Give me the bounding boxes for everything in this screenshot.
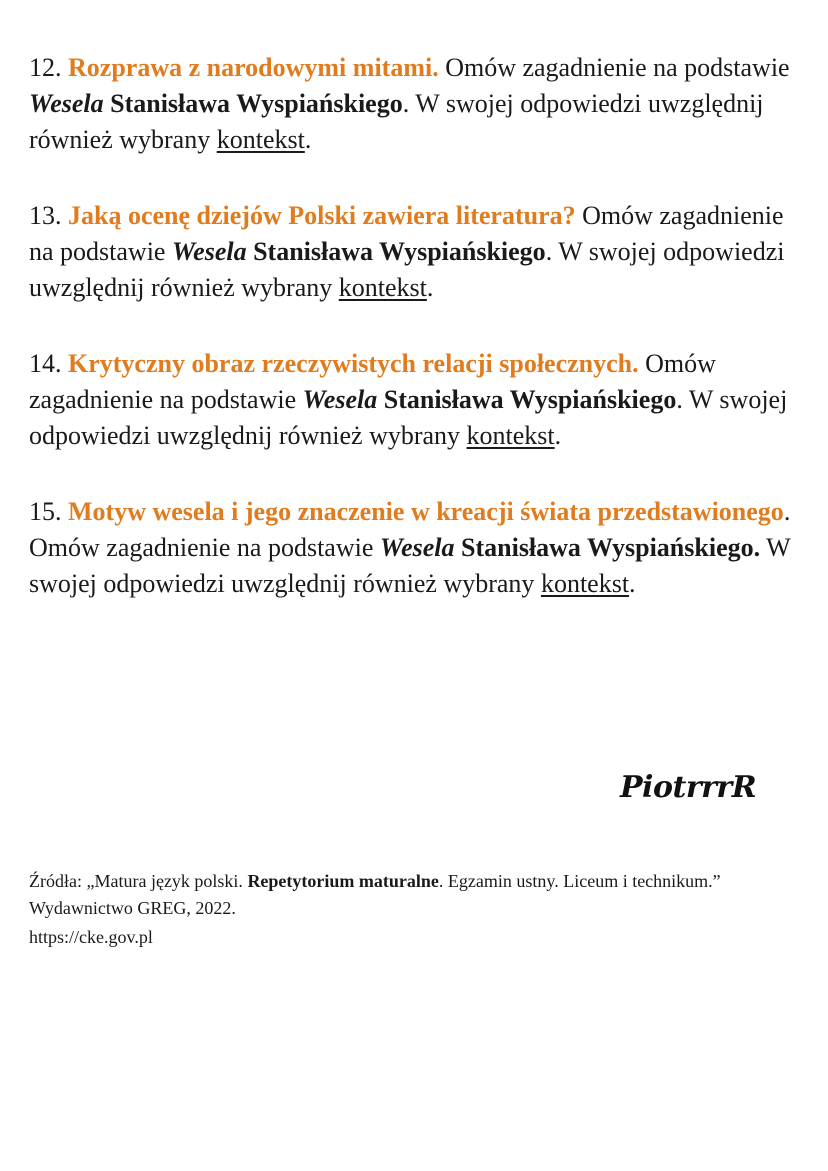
question-text: . W swojej odpowiedzi uwzględnij również wybrany — [29, 237, 785, 302]
sources-suffix: . Egzamin ustny. Liceum i technikum.” Wydawnictwo GREG, 2022. — [29, 871, 721, 918]
author-name: Stanisława Wyspiańskiego — [377, 385, 677, 414]
question-end: . — [629, 569, 636, 598]
questions-list — [29, 50, 799, 642]
question-number: 13. — [29, 201, 62, 230]
author-signature: PiotrrrR — [620, 770, 757, 805]
question-topic: Jaką ocenę dziejów Polski zawiera literatura? — [68, 201, 576, 230]
question-text: Omów zagadnienie na podstawie — [29, 201, 784, 266]
question-topic: Rozprawa z narodowymi mitami. — [68, 53, 439, 82]
context-link: kontekst — [540, 569, 630, 598]
context-link: kontekst — [338, 273, 427, 302]
question-12 — [29, 50, 799, 158]
work-title: Wesela — [379, 533, 455, 562]
question-number: 12. — [29, 53, 62, 82]
question-end: . — [554, 421, 562, 450]
question-14 — [29, 346, 799, 454]
question-text: W swojej odpowiedzi uwzględnij również wybrany — [29, 533, 791, 598]
context-link: kontekst — [216, 125, 305, 154]
context-link: kontekst — [466, 421, 555, 450]
work-title: Wesela — [29, 89, 104, 118]
question-topic: Motyw wesela i jego znaczenie w kreacji świata przedstawionego — [68, 497, 784, 526]
question-13 — [29, 198, 799, 306]
sources-bold-title: Repetytorium maturalne — [247, 871, 439, 891]
question-text: Omów zagadnienie na podstawie — [438, 53, 790, 82]
question-15 — [29, 494, 799, 602]
author-name: Stanisława Wyspiańskiego. — [454, 533, 761, 562]
question-number: 15. — [29, 497, 62, 526]
author-name: Stanisława Wyspiańskiego — [246, 237, 546, 266]
author-name: Stanisława Wyspiańskiego — [103, 89, 403, 118]
question-number: 14. — [29, 349, 62, 378]
question-text: . W swojej odpowiedzi uwzględnij również wybrany — [29, 89, 764, 154]
work-title: Wesela — [171, 237, 247, 266]
sources-prefix: Źródła: „Matura język polski. — [29, 871, 248, 891]
question-text: Omów zagadnienie na podstawie — [29, 349, 716, 414]
question-end: . — [304, 125, 312, 154]
sources-note — [29, 868, 799, 922]
question-topic: Krytyczny obraz rzeczywistych relacji społecznych. — [68, 349, 639, 378]
question-text: . Omów zagadnienie na podstawie — [29, 497, 791, 562]
question-end: . — [426, 273, 434, 302]
work-title: Wesela — [302, 385, 378, 414]
source-url[interactable]: https://cke.gov.pl — [29, 927, 153, 947]
question-text: . W swojej odpowiedzi uwzględnij również wybrany — [29, 385, 788, 450]
